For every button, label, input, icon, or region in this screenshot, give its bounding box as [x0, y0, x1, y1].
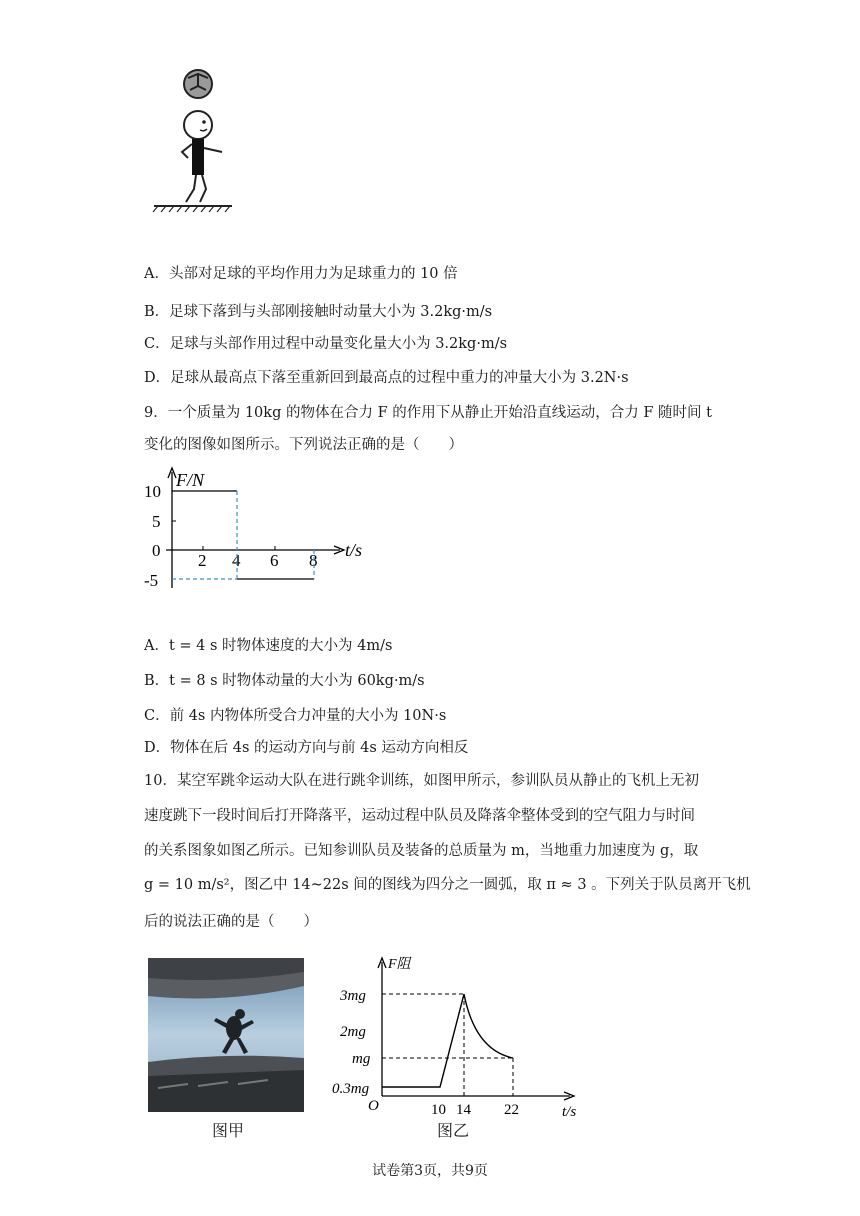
- q10-stem-line4: g = 10 m/s²，图乙中 14~22s 间的图线为四分之一圆弧，取 π ≈ 3 。下列关于队员离开飞机: [144, 877, 751, 893]
- q10-drag-force-chart: [330, 950, 600, 1120]
- q8-option-d: D．足球从最高点下落至重新回到最高点的过程中重力的冲量大小为 3.2N·s: [144, 370, 629, 386]
- x-tick-2: 2: [198, 551, 207, 570]
- q9-stem-line1: 9．一个质量为 10kg 的物体在合力 F 的作用下从静止开始沿直线运动，合力 F 随时间 t: [144, 405, 712, 421]
- y-tick-0: 0: [152, 541, 161, 560]
- x-tick-6: 6: [270, 551, 279, 570]
- y-tick-3mg: 3mg: [340, 988, 366, 1004]
- q9-option-a: A．t = 4 s 时物体速度的大小为 4m/s: [144, 638, 393, 654]
- y-tick-10: 10: [144, 482, 161, 501]
- y-tick-mg: mg: [352, 1051, 371, 1067]
- q10-stem-line5: 后的说法正确的是（ ）: [144, 914, 318, 930]
- q8-option-c: C．足球与头部作用过程中动量变化量大小为 3.2kg·m/s: [144, 336, 508, 352]
- q9-option-b: B．t = 8 s 时物体动量的大小为 60kg·m/s: [144, 673, 425, 689]
- x-axis-label: t/s: [345, 540, 363, 560]
- caption-right: 图乙: [437, 1121, 470, 1140]
- heading-figure: [150, 64, 240, 214]
- q9-option-d: D．物体在后 4s 的运动方向与前 4s 运动方向相反: [144, 740, 469, 756]
- q8-option-b: B．足球下落到与头部刚接触时动量大小为 3.2kg·m/s: [144, 304, 493, 320]
- q9-force-time-chart: [140, 460, 400, 600]
- body-icon: [192, 139, 204, 175]
- y-axis-label: F/N: [176, 470, 205, 490]
- q10-stem-line1: 10．某空军跳伞运动大队在进行跳伞训练，如图甲所示，参训队员从静止的飞机上无初: [144, 773, 699, 789]
- x-tick-10: 10: [431, 1102, 446, 1118]
- q8-option-a: A．头部对足球的平均作用力为足球重力的 10 倍: [144, 266, 458, 282]
- y-tick-0.3mg: 0.3mg: [332, 1081, 370, 1097]
- head-icon: [184, 111, 212, 139]
- q9-stem-line2: 变化的图像如图所示。下列说法正确的是（ ）: [144, 437, 463, 453]
- caption-left: 图甲: [212, 1121, 245, 1140]
- q9-option-c: C．前 4s 内物体所受合力冲量的大小为 10N·s: [144, 708, 447, 724]
- q10-stem-line3: 的关系图象如图乙所示。已知参训队员及装备的总质量为 m，当地重力加速度为 g，取: [144, 843, 699, 859]
- y-tick-2mg: 2mg: [340, 1024, 366, 1040]
- x-tick-8: 8: [309, 551, 318, 570]
- y-tick-neg5: -5: [144, 571, 159, 590]
- x-tick-4: 4: [232, 551, 241, 570]
- origin-label: O: [368, 1098, 379, 1114]
- y-tick-5: 5: [152, 512, 161, 531]
- y-axis-label: F阻: [388, 957, 411, 972]
- parachute-photo: [148, 958, 304, 1112]
- page-footer: 试卷第3页，共9页: [372, 1163, 488, 1179]
- q10-stem-line2: 速度跳下一段时间后打开降落平，运动过程中队员及降落伞整体受到的空气阻力与时间: [144, 808, 695, 824]
- x-tick-14: 14: [456, 1102, 471, 1118]
- x-tick-22: 22: [504, 1102, 519, 1118]
- x-axis-label: t/s: [562, 1104, 577, 1120]
- drag-force-curve: [382, 994, 513, 1087]
